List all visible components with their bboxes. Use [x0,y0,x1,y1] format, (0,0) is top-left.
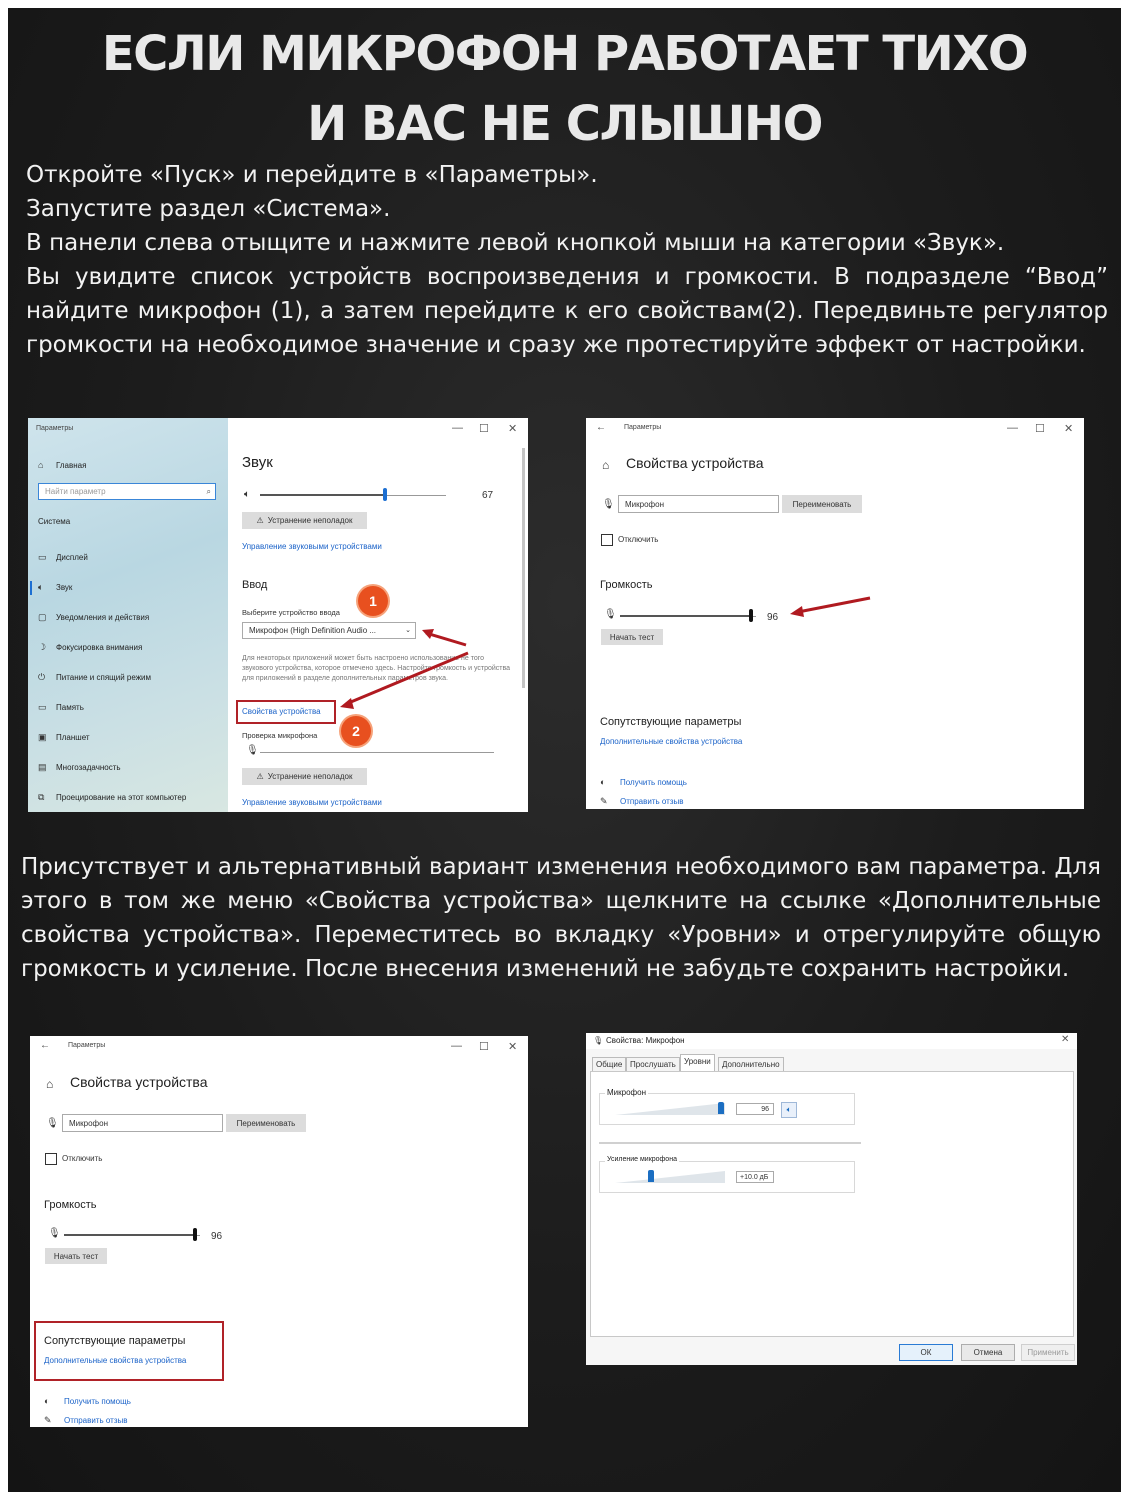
microphone-icon: 🎙︎ [602,499,615,510]
device-properties-link[interactable]: Свойства устройства [242,707,321,716]
input-note: Для некоторых приложений может быть настроено использование не того звукового устройства, которое отмечено здесь. Настройте громкость и устройства для приложений в разделе дополнительных параметров звука. [242,655,511,682]
troubleshoot-label: Устранение неполадок [267,772,353,781]
boost-level-ramp [615,1170,725,1184]
tablet-icon: ▣ [38,732,47,742]
moon-icon: ☽ [38,642,47,652]
infographic-page [8,8,1121,1492]
intro-text [26,158,1108,362]
annotation-arrows [28,418,528,812]
project-icon: ⧉ [38,792,45,802]
close-button[interactable]: ✕ [1061,1034,1070,1045]
mic-group-label: Микрофон [607,1088,646,1097]
title-line-1: ЕСЛИ МИКРОФОН РАБОТАЕТ ТИХО [101,26,1028,82]
levels-panel [590,1071,1074,1337]
related-highlight [34,1321,224,1381]
device-properties-window [586,418,1084,809]
tab-general[interactable]: Общие [592,1057,626,1071]
volume-icon: 🔈︎ [244,489,250,500]
feedback-icon: ✎ [600,796,608,806]
maximize-button[interactable]: ☐ [479,1041,489,1053]
chevron-down-icon: ⌄ [405,627,411,634]
home-icon: ⌂ [46,1077,54,1091]
input-device-value: Микрофон (High Definition Audio ... [249,626,377,635]
alt-paragraph: Присутствует и альтернативный вариант изменения необходимого вам параметра. Для этого в том же меню «Свойства устройства» щелкните на ссылке «Дополнительные свойства устройства». Переместитесь во вкладку «Уровни» и отрегулируйте общую громкость и усиление. После внесения изменений не забудьте сохранить настройки. [21,854,1101,982]
microphone-icon: 🎙︎ [46,1118,59,1129]
close-button[interactable]: ✕ [508,423,518,435]
power-icon: ⏻ [38,672,46,682]
sound-settings-window [28,418,528,812]
warning-icon: ⚠ [256,516,264,525]
feedback-link[interactable]: Отправить отзыв [64,1416,128,1425]
feedback-icon: ✎ [44,1415,52,1425]
device-name-value: Микрофон [625,499,664,509]
home-icon: ⌂ [602,458,610,472]
minimize-button[interactable]: — [452,422,463,434]
sidebar-label: Проецирование на этот компьютер [56,793,187,802]
get-help-link[interactable]: Получить помощь [620,778,687,787]
sidebar-label: Память [56,703,84,712]
boost-level-thumb[interactable] [648,1170,654,1182]
volume-value: 96 [767,612,779,623]
device-heading: Свойства устройства [70,1074,208,1090]
app-title: Параметры [36,425,74,432]
mic-level-thumb[interactable] [718,1102,724,1114]
back-button[interactable]: ← [596,422,606,433]
monitor-icon: ▭ [38,552,47,562]
related-heading: Сопутствующие параметры [44,1335,186,1347]
volume-fill [64,1234,195,1236]
notification-icon: ▢ [38,612,47,622]
microphone-icon: 🎙︎ [593,1036,604,1045]
ok-button[interactable]: ОК [899,1344,953,1361]
sidebar-label: Многозадачность [56,763,121,772]
home-icon: ⌂ [38,460,44,470]
badge-1: 1 [358,586,388,616]
sidebar-label: Уведомления и действия [56,613,150,622]
step-1: Откройте «Пуск» и перейдите в «Параметры». [26,162,598,188]
disable-checkbox[interactable] [45,1153,57,1165]
annotation-arrow [586,418,1084,809]
sidebar-label: Планшет [56,733,90,742]
mic-level-input[interactable] [736,1103,774,1115]
troubleshoot-label: Устранение неполадок [267,516,353,525]
arrow-head [790,606,804,617]
arrow-to-select [426,633,466,645]
start-test-button[interactable]: Начать тест [601,629,663,645]
output-volume-value: 67 [482,490,494,501]
advanced-properties-link[interactable]: Дополнительные свойства устройства [600,737,743,746]
arrow-head-2 [340,698,354,709]
disable-label: Отключить [618,535,659,544]
sidebar-label: Питание и спящий режим [56,673,152,682]
microphone-icon: 🎙︎ [604,609,617,620]
dialog-title: Свойства: Микрофон [606,1036,685,1045]
tab-listen[interactable]: Прослушать [626,1057,680,1071]
help-icon: ◐ [600,777,606,787]
mute-toggle-speaker-icon[interactable]: 🔈︎ [781,1102,797,1118]
start-test-button[interactable]: Начать тест [45,1248,107,1264]
sidebar-label: Фокусировка внимания [56,643,143,652]
rename-button[interactable]: Переименовать [226,1114,306,1132]
step-2: Запустите раздел «Система». [26,196,391,222]
intro-paragraph: Вы увидите список устройств воспроизведения и громкости. В подразделе “Ввод” найдите микрофон (1), а затем перейдите к его свойствам(2). Передвиньте регулятор громкости на необходимое значение и сразу же протестируйте эффект от настройки. [26,264,1108,358]
help-icon: ◐ [44,1396,50,1406]
device-properties-window-2 [30,1036,528,1427]
badge-2: 2 [341,716,371,746]
storage-icon: ▭ [38,702,47,712]
boost-level-value: +10.0 дБ [740,1173,769,1181]
input-heading: Ввод [242,579,268,591]
sound-heading: Звук [242,454,273,471]
sidebar-home-label: Главная [56,460,87,470]
boost-group-label: Усиление микрофона [607,1156,677,1163]
sidebar-section: Система [38,517,71,526]
manage-devices-link-2[interactable]: Управление звуковыми устройствами [242,798,382,807]
volume-value: 96 [211,1231,223,1242]
sidebar-label: Звук [56,583,73,592]
microphone-icon: 🎙︎ [48,1228,61,1239]
minimize-button[interactable]: — [451,1040,462,1052]
get-help-link[interactable]: Получить помощь [64,1397,131,1406]
app-title: Параметры [624,424,662,431]
advanced-properties-link[interactable]: Дополнительные свойства устройства [44,1356,187,1365]
volume-heading: Громкость [44,1199,97,1211]
maximize-button[interactable]: ☐ [1035,423,1045,435]
choose-input-label: Выберите устройство ввода [242,608,340,617]
apply-button[interactable]: Применить [1021,1344,1075,1361]
multitask-icon: ▤ [38,762,47,772]
sidebar-label: Дисплей [56,553,88,562]
arrow-to-slider [798,598,870,612]
feedback-link[interactable]: Отправить отзыв [620,797,684,806]
volume-thumb[interactable] [193,1228,197,1241]
manage-devices-link[interactable]: Управление звуковыми устройствами [242,542,382,551]
app-title: Параметры [68,1042,106,1049]
search-icon: ⌕ [206,487,211,496]
device-heading: Свойства устройства [626,455,764,471]
boost-level-input[interactable] [736,1171,774,1183]
close-button[interactable]: ✕ [508,1041,518,1053]
back-button[interactable]: ← [40,1040,50,1051]
mic-level-value: 96 [761,1105,769,1113]
minimize-button[interactable]: — [1007,422,1018,434]
tab-advanced[interactable]: Дополнительно [718,1057,784,1071]
related-heading: Сопутствующие параметры [600,716,742,728]
search-placeholder: Найти параметр [45,487,106,496]
volume-heading: Громкость [600,579,653,591]
step-3: В панели слева отыщите и нажмите левой кнопкой мыши на категории «Звук». [26,230,1005,256]
arrow-to-link [346,653,468,704]
warning-icon: ⚠ [256,772,264,781]
device-name-value: Микрофон [69,1118,108,1128]
microphone-icon: 🎙︎ [246,745,259,756]
speaker-icon: 🔈︎ [38,582,44,592]
separator [599,1142,861,1144]
close-button[interactable]: ✕ [1064,423,1074,435]
mic-level-ramp [615,1102,725,1116]
device-name-input[interactable] [62,1114,223,1132]
rename-button[interactable]: Переименовать [782,495,862,513]
disable-label: Отключить [62,1154,103,1163]
maximize-button[interactable]: ☐ [479,423,489,435]
cancel-button[interactable]: Отмена [961,1344,1015,1361]
tab-levels[interactable]: Уровни [680,1054,715,1071]
title-line-2: И ВАС НЕ СЛЫШНО [307,96,822,152]
mic-test-label: Проверка микрофона [242,731,318,740]
mic-properties-dialog [586,1033,1077,1365]
